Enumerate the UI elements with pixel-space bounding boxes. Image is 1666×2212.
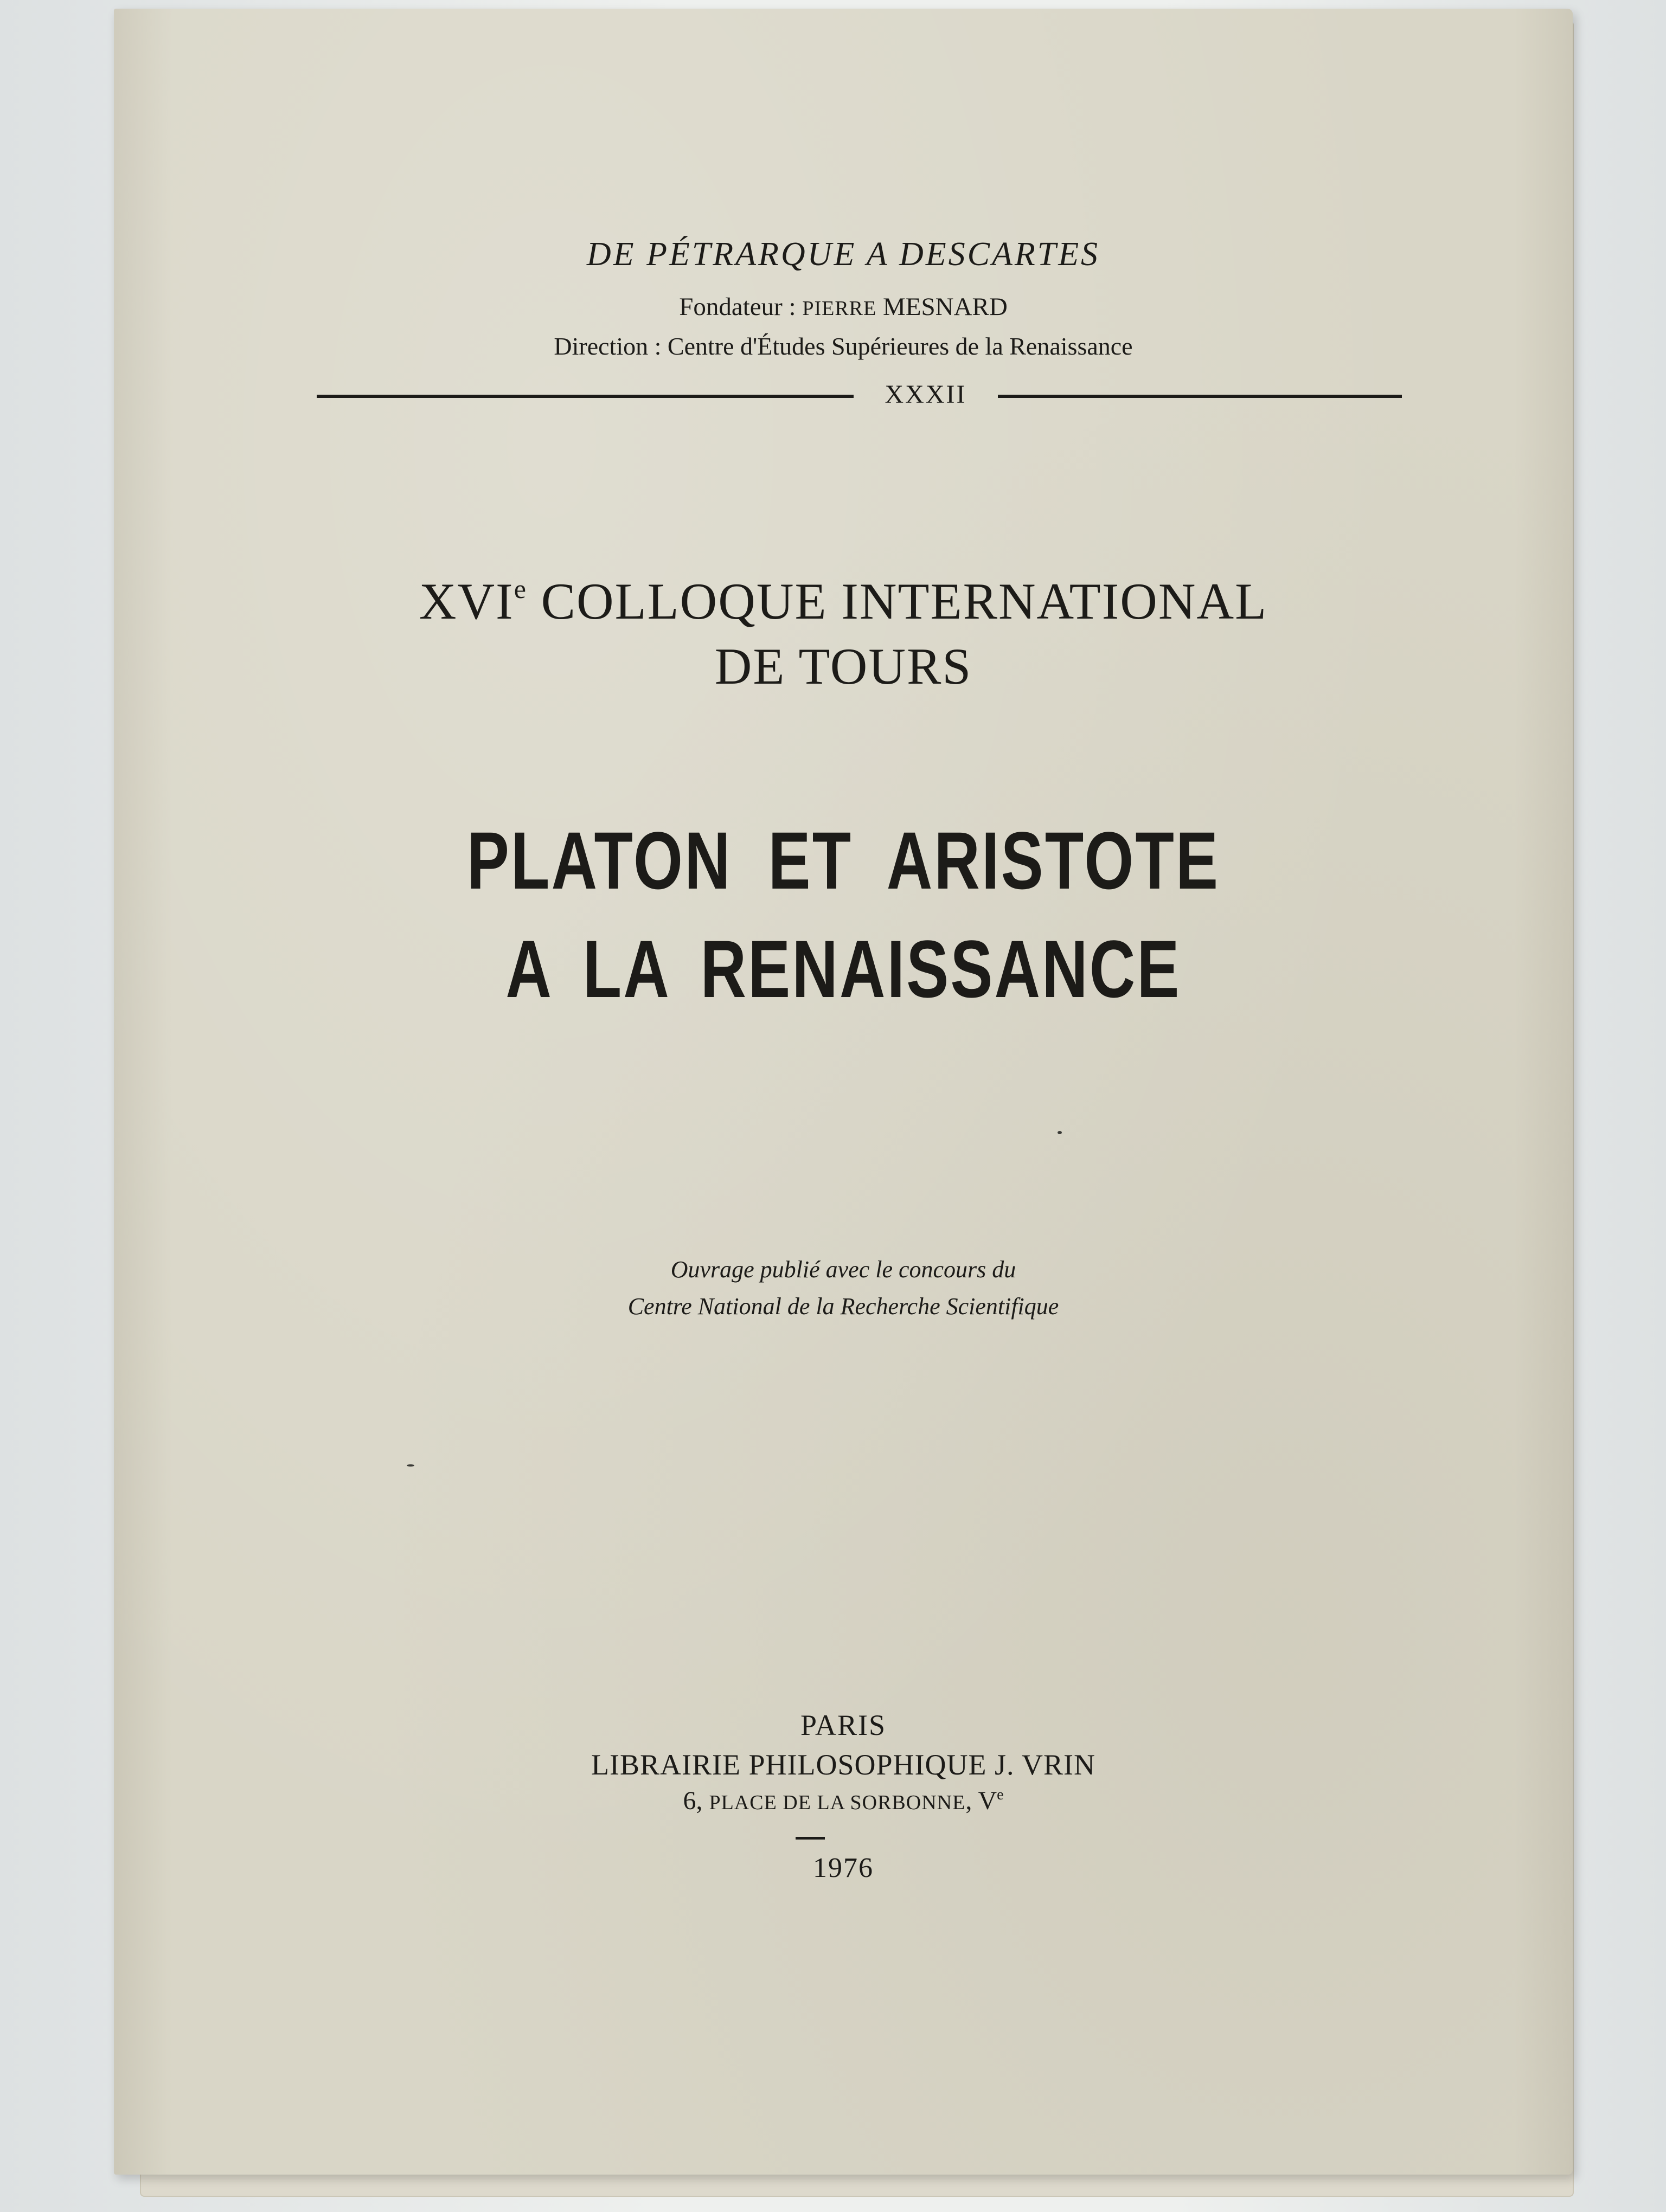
- founder-label: Fondateur :: [679, 293, 803, 321]
- book-cover: [114, 9, 1573, 2175]
- book-title-line-1: PLATON ET ARISTOTE: [466, 815, 1220, 906]
- credit-line-2: Centre National de la Recherche Scientifique: [627, 1293, 1059, 1320]
- address-street: PLACE DE LA SORBONNE: [709, 1791, 966, 1814]
- book-title-line-2: A LA RENAISSANCE: [505, 923, 1181, 1014]
- imprint-dash: [796, 1837, 825, 1840]
- imprint-address: [114, 1786, 1573, 1816]
- series-founder: [114, 292, 1573, 321]
- address-superscript: e: [997, 1786, 1004, 1803]
- rule-left: [317, 395, 854, 398]
- series-title: DE PÉTRARQUE A DESCARTES: [586, 236, 1100, 273]
- rule-right: [998, 395, 1402, 398]
- colloque-line-2: DE TOURS: [714, 638, 972, 695]
- imprint-city: PARIS: [800, 1709, 887, 1741]
- colloque-line-1-text: COLLOQUE INTERNATIONAL: [527, 573, 1268, 630]
- imprint-year: 1976: [813, 1853, 874, 1883]
- volume-number: XXXII: [885, 380, 967, 409]
- founder-first-name: PIERRE: [802, 297, 877, 320]
- credit-line-1: Ouvrage publié avec le concours du: [670, 1256, 1016, 1283]
- founder-last-name: MESNARD: [882, 293, 1008, 321]
- paper-speck: [407, 1464, 414, 1467]
- paper-speck: [1058, 1131, 1062, 1134]
- colloque-superscript: e: [514, 574, 527, 604]
- address-arrondissement: , V: [965, 1786, 997, 1815]
- series-direction: Direction : Centre d'Études Supérieures de la Renaissance: [554, 332, 1133, 360]
- colloque-numeral: XVI: [419, 573, 514, 630]
- address-number: 6,: [683, 1786, 709, 1815]
- imprint-publisher: LIBRAIRIE PHILOSOPHIQUE J. VRIN: [591, 1748, 1095, 1781]
- colloque-line-1: [114, 571, 1573, 631]
